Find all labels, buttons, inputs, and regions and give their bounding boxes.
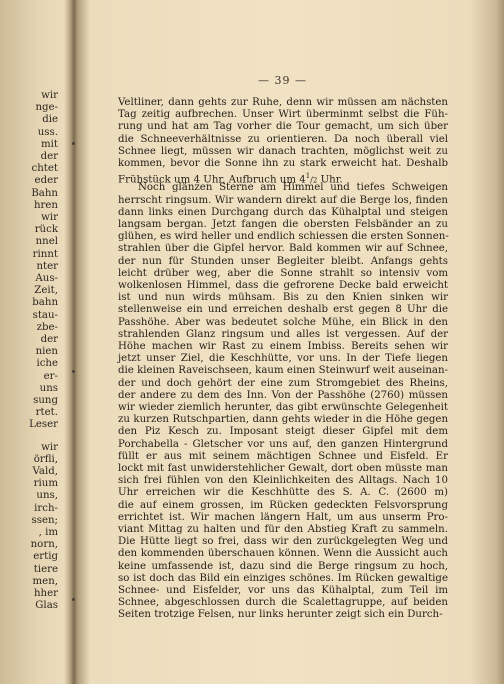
left-page-fragment: hren: [33, 199, 58, 211]
text-line: herrscht ringsum. Wir wandern direkt auf die Berge los, finden: [118, 194, 448, 206]
left-page-fragment: rück: [34, 224, 58, 236]
binding-hole-mark: [72, 370, 75, 373]
text-line: strahlen über die Gipfel hervor. Bald kommen wir auf Schnee,: [118, 243, 448, 255]
left-page-fragment: rtet.: [35, 407, 58, 419]
text-line-content: Frühstück um 4 Uhr, Aufbruch um 4: [118, 174, 306, 186]
text-line: Schnee liegt, müssen wir danach trachten, möglichst weit zu: [118, 145, 448, 157]
text-line: Höhe machen wir Rast zu einem Imbiss. Bereits sehen wir: [118, 341, 448, 352]
text-line: Veltliner, dann gehts zur Ruhe, denn wir müssen am nächsten: [118, 97, 448, 108]
left-page-fragment: uns: [39, 382, 58, 394]
text-line: langsam bergan. Jetzt fangen die obersten Felsbänder an zu: [118, 219, 448, 230]
text-line: Schnee, abgeschlossen durch die Scalettagruppe, auf beiden: [118, 597, 448, 609]
text-line: sich frei fühlen von den Kleinlichkeiten des Alltags. Nach 10: [118, 475, 448, 487]
text-line: viant Mittag zu halten und für den Abstieg Kraft zu sammeln.: [118, 524, 448, 535]
left-page-fragment: der: [40, 151, 58, 162]
text-line: füllt er aus mit seinem mächtigen Schnee und Eisfeld. Er: [118, 450, 448, 462]
text-line: der nun für Stunden unser Begleiter bleibt. Anfangs gehts: [118, 255, 448, 267]
text-line-end: Uhr.: [317, 174, 343, 186]
left-page-fragment: tiere: [33, 563, 58, 575]
left-page-fragment: bahn: [32, 297, 58, 309]
text-line: jetzt unser Ziel, die Keschhütte, vor uns. In der Tiefe liegen: [118, 353, 448, 365]
page-number: — 39 —: [258, 74, 307, 87]
text-line: die auf einem grossen, im Rücken gedeckten Felsvorsprung: [118, 499, 448, 511]
text-line: der andere zu dem des Inn. Von der Passhöhe (2760) müssen: [118, 389, 448, 401]
text-line: errichtet ist. Wir machen längern Halt, um aus unserm Pro-: [118, 511, 448, 523]
left-page-fragment: der: [40, 334, 58, 345]
left-page-fragment: Bahn: [31, 187, 58, 199]
left-page-fragment: Glas: [35, 600, 58, 610]
left-page-fragment: stau-: [32, 309, 58, 321]
left-page-fragment: ssen;: [31, 514, 58, 526]
left-page-fragment: men,: [32, 575, 58, 587]
left-page-fragment: , im: [38, 527, 58, 538]
text-line: Porchabella - Gletscher vor uns auf, den ganzen Hintergrund: [118, 438, 448, 450]
text-line: kommen, bevor die Sonne ihn zu stark erweicht hat. Deshalb: [118, 158, 448, 169]
left-page-fragment: rium: [33, 478, 58, 490]
text-line: Frühstück um 4 Uhr, Aufbruch um $4^1/2$ Uhr.: [118, 172, 343, 186]
left-page-fragment: hher: [33, 588, 58, 599]
left-page-fragment: nnel: [35, 236, 58, 248]
left-page-fragment: Zeit,: [34, 285, 58, 297]
text-line: die Schneeverhältnisse zu orientieren. Da noch überall viel: [118, 133, 448, 145]
left-page-fragment: chtet: [31, 163, 58, 175]
left-page-fragment: Aus-: [35, 273, 58, 284]
text-line: glühen, es wird heller und endlich schiessen die ersten Sonnen-: [118, 231, 449, 243]
left-page-fragment: norn,: [30, 539, 58, 551]
text-line: Schnee- und Eisfelder, vor uns das Kühalptal, zum Teil im: [118, 585, 448, 596]
fraction-numerator: 1: [305, 172, 311, 181]
left-page-fragment: nter: [36, 260, 58, 272]
text-line: keine umfassende ist, dazu sind die Berge ringsum zu hoch,: [118, 560, 448, 572]
text-line: Passhöhe. Aber was bedeutet solche Mühe, ein Blick in den: [118, 316, 448, 328]
left-page-fragment: wir: [41, 212, 58, 223]
fraction-denominator: 2: [312, 176, 318, 185]
binding-hole-mark: [72, 598, 75, 601]
left-page-fragment: Vald,: [32, 466, 58, 477]
text-line: Tag zeitig aufbrechen. Unser Wirt überminmt selbst die Füh-: [118, 109, 448, 121]
text-line: Seiten trotzige Felsen, nur links herunter zeigt sich ein Durch-: [118, 609, 443, 621]
right-page: [96, 0, 496, 684]
text-line: dann links einen Durchgang durch das Kühalptal und steigen: [118, 206, 448, 218]
text-line: rung und hat am Tag vorher die Tour gemacht, um sich über: [118, 121, 448, 133]
left-page-fragment: irch-: [34, 502, 58, 514]
left-page-fragment: die: [42, 114, 58, 126]
left-page-fragment: zbe-: [36, 321, 58, 333]
text-line: so ist doch das Bild ein einziges schönes. Im Rücken gewaltige: [118, 572, 448, 584]
text-line: ist und nun wirds mühsam. Bis zu den Knien sinken wir: [118, 292, 448, 304]
left-page-fragment: eder: [34, 175, 58, 187]
left-page-fragment: ertig: [33, 551, 58, 563]
left-page-fragment: örfli,: [33, 453, 58, 465]
left-page-fragment: rinnt: [32, 248, 58, 260]
left-page-fragment: sung: [33, 395, 58, 406]
text-line: wolkenlosen Himmel, dass die gefrorene Decke bald erweicht: [118, 280, 448, 291]
text-line: den Piz Kesch zu. Imposant steigt dieser Gipfel mit dem: [118, 426, 448, 438]
text-line: zu kurzen Rutschpartien, dann gehts wieder in die Höhe gegen: [118, 414, 448, 426]
text-line: Die Hütte liegt so frei, dass wir den zurückgelegten Weg und: [118, 536, 448, 548]
text-line: stellenweise ein und erreichen deshalb erst gegen 8 Uhr die: [118, 304, 448, 316]
left-page-fragment: er-: [43, 370, 58, 382]
binding-hole-mark: [72, 142, 75, 145]
left-page-margin: [0, 90, 62, 610]
text-line: wir wieder ziemlich herunter, das gibt erwünschte Gelegenheit: [118, 402, 448, 413]
text-line: der und doch gehört der eine zum Stromgebiet des Rheins,: [118, 377, 448, 389]
left-page-fragment: nien: [35, 346, 58, 358]
left-page-fragment: Leser: [29, 419, 58, 431]
left-page-fragment: iche: [36, 358, 58, 370]
left-page-fragment: uns,: [36, 490, 58, 502]
text-line: leicht drüber weg, aber die Sonne strahlt so intensiv vom: [118, 267, 448, 279]
text-line: Noch glänzen Sterne am Himmel und tiefes Schweigen: [138, 182, 448, 194]
left-page-fragment: mit: [40, 138, 58, 150]
left-page-fragment: wir: [41, 441, 58, 453]
text-line: den kommenden überschauen können. Wenn die Aussicht auch: [118, 548, 448, 560]
text-line: Uhr erreichen wir die Keschhütte des S. A. C. (2600 m): [118, 487, 448, 499]
text-line: strahlenden Glanz ringsum und alles ist vergessen. Auf der: [118, 328, 448, 340]
left-page-fragment: nge-: [35, 102, 58, 114]
text-line: lockt mit fast unwiderstehlicher Gewalt, dort oben müsste man: [118, 463, 448, 474]
text-line: die kleinen Raveischseen, kaum einen Steinwurf weit auseinan-: [118, 365, 448, 377]
left-page-fragment: wir: [41, 90, 58, 101]
left-page-fragment: uss.: [37, 126, 58, 138]
